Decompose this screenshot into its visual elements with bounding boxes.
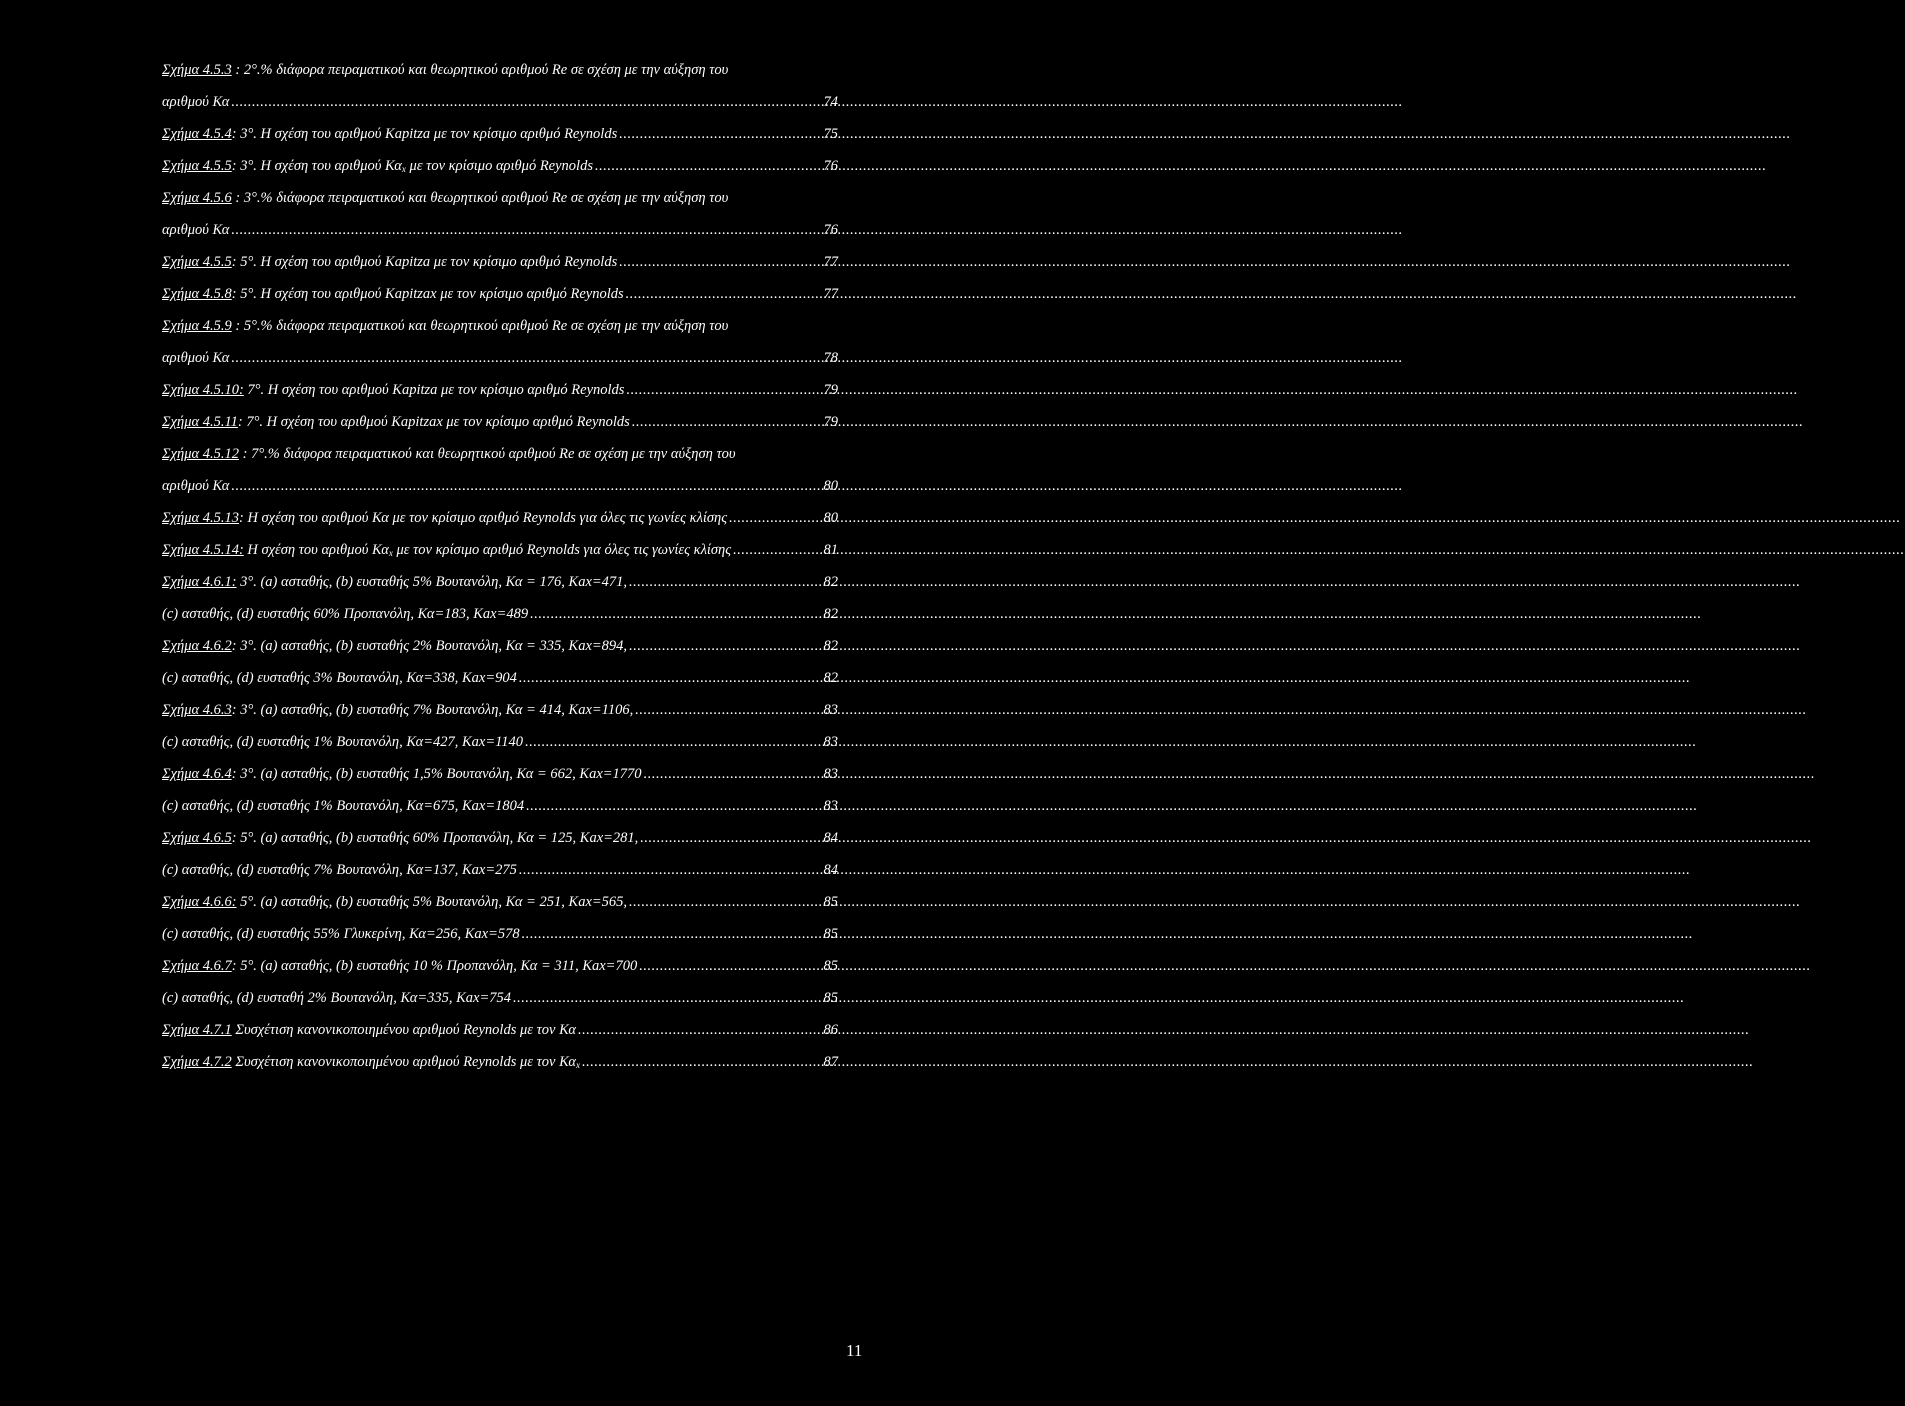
toc-entry-line <box>162 572 838 592</box>
toc-entry-line <box>162 316 838 336</box>
page-ref: 76 <box>823 158 838 174</box>
toc-entry-text <box>162 828 638 848</box>
toc-entry <box>162 316 838 368</box>
toc-entry-text <box>162 668 517 688</box>
toc-entry-text <box>162 700 633 720</box>
figure-label: Σχήμα 4.5.5 <box>162 158 232 174</box>
toc-entry <box>162 956 838 976</box>
figure-label: Σχήμα 4.6.6: <box>162 894 237 910</box>
toc-entry-text <box>162 444 736 464</box>
toc-entry-text <box>162 540 731 563</box>
page-ref: 83 <box>823 798 838 814</box>
page-ref: 85 <box>823 926 838 942</box>
figure-caption: (c) ασταθής, (d) ευσταθής 3% Βουτανόλη, Κα=338, Kax=904 <box>162 670 517 686</box>
figure-label: Σχήμα 4.5.4 <box>162 126 232 142</box>
toc-entry-text <box>162 604 528 624</box>
figure-caption: 3°. (a) ασταθής, (b) ευσταθής 5% Βουτανόλη, Κα = 176, Kax=471, <box>240 574 628 590</box>
figure-caption: 7°.% διάφορα πειραματικού και θεωρητικού αριθμού Re σε σχέση με την αύξηση του <box>251 446 736 462</box>
toc-entry-text <box>162 124 617 144</box>
toc-entry-text <box>162 508 727 528</box>
figure-caption: 3°. (a) ασταθής, (b) ευσταθής 7% Βουτανόλη, Κα = 414, Kax=1106, <box>240 702 634 718</box>
page-ref: 74 <box>823 94 838 110</box>
leader-dots <box>513 988 822 1008</box>
page-ref: 82 <box>823 638 838 654</box>
leader-dots <box>629 572 821 592</box>
leader-dots <box>231 348 821 368</box>
leader-dots <box>619 252 821 272</box>
label-separator: : <box>231 286 241 302</box>
toc-entry-continuation: αριθμού Κα <box>162 222 230 238</box>
toc-entry-line <box>162 60 838 80</box>
leader-dots <box>522 924 822 944</box>
figure-caption: Η σχέση του αριθμού Κα με τον κρίσιμο αριθμό Reynolds για όλες τις γωνίες κλίσης <box>247 510 728 526</box>
figure-caption: 5°. (a) ασταθής, (b) ευσταθής 5% Βουτανόλη, Κα = 251, Kax=565, <box>240 894 628 910</box>
toc-entry-text <box>162 764 642 784</box>
toc-entry <box>162 924 838 944</box>
toc-entry-text <box>162 252 617 272</box>
page-ref: 85 <box>823 958 838 974</box>
figure-caption: (c) ασταθής, (d) ευσταθής 7% Βουτανόλη, Κα=137, Kax=275 <box>162 862 517 878</box>
toc-entry <box>162 860 838 880</box>
leader-dots <box>629 636 821 656</box>
toc-entry-text <box>162 284 624 304</box>
toc-entry <box>162 508 838 528</box>
figure-label: Σχήμα 4.6.3 <box>162 702 232 718</box>
figure-caption: 5°. (a) ασταθής, (b) ευσταθής 10 % Προπανόλη, Κα = 311, Kax=700 <box>240 958 638 974</box>
toc-entry <box>162 540 838 560</box>
leader-dots <box>640 828 821 848</box>
toc-entry <box>162 796 838 816</box>
leader-dots <box>595 156 822 176</box>
toc-entry-line <box>162 860 838 880</box>
label-separator: : <box>231 126 241 142</box>
toc-entry-text <box>162 1052 580 1075</box>
figure-caption: Η σχέση του αριθμού Κα <box>247 542 389 558</box>
figure-label: Σχήμα 4.6.1: <box>162 574 237 590</box>
toc-entry-text <box>162 924 520 944</box>
figure-label: Σχήμα 4.6.5 <box>162 830 232 846</box>
toc-entry-line <box>162 764 838 784</box>
figure-caption: 3°. Η σχέση του αριθμού Kapitza με τον κρίσιμο αριθμό Reynolds <box>240 126 618 142</box>
toc-entry-line <box>162 988 838 1008</box>
leader-dots <box>729 508 821 528</box>
leader-dots <box>632 412 822 432</box>
label-separator: : <box>231 190 244 206</box>
toc-entry <box>162 700 838 720</box>
page-ref: 80 <box>823 510 838 526</box>
figure-label: Σχήμα 4.5.5 <box>162 254 232 270</box>
toc-entry-line <box>162 1052 838 1072</box>
label-separator: : <box>231 638 241 654</box>
toc-entry <box>162 284 838 304</box>
toc-entry-line <box>162 540 838 560</box>
label-separator: : <box>238 446 252 462</box>
figure-label: Σχήμα 4.5.3 <box>162 62 232 78</box>
figure-label: Σχήμα 4.5.13 <box>162 510 239 526</box>
toc-entry-text <box>162 156 593 179</box>
toc-entry-text <box>162 60 728 80</box>
subscript: x <box>575 1060 580 1070</box>
toc-entry-text <box>162 380 624 400</box>
leader-dots <box>639 956 821 976</box>
toc-entry-line <box>162 380 838 400</box>
toc-entry-text <box>162 412 630 432</box>
toc-entry-line <box>162 220 838 240</box>
toc-entry-line <box>162 508 838 528</box>
figure-label: Σχήμα 4.6.4 <box>162 766 232 782</box>
leader-dots <box>578 1020 822 1040</box>
toc-entry-text <box>162 572 627 592</box>
page-ref: 85 <box>823 990 838 1006</box>
label-separator: : <box>231 158 241 174</box>
figure-label: Σχήμα 4.7.2 <box>162 1054 232 1070</box>
toc-entry-text <box>162 796 524 816</box>
figure-caption-rest: με τον κρίσιμο αριθμό Reynolds για όλες τις γωνίες κλίσης <box>392 542 732 558</box>
page-ref: 79 <box>823 382 838 398</box>
page-ref: 85 <box>823 894 838 910</box>
toc-entry <box>162 572 838 592</box>
figure-label: Σχήμα 4.5.10: <box>162 382 244 398</box>
toc-entry-line <box>162 604 838 624</box>
page-ref: 84 <box>823 862 838 878</box>
toc-entry-text <box>162 1020 576 1040</box>
figure-label: Σχήμα 4.7.1 <box>162 1022 232 1038</box>
toc-entry-line <box>162 476 838 496</box>
figure-caption: 7°. Η σχέση του αριθμού Kapitza με τον κρίσιμο αριθμό Reynolds <box>247 382 625 398</box>
figure-label: Σχήμα 4.5.12 <box>162 446 239 462</box>
leader-dots <box>626 284 822 304</box>
page-ref: 76 <box>823 222 838 238</box>
figure-label: Σχήμα 4.5.9 <box>162 318 232 334</box>
figure-caption: 3°. Η σχέση του αριθμού Κα <box>240 158 402 174</box>
figure-label: Σχήμα 4.5.6 <box>162 190 232 206</box>
toc-entry-text <box>162 988 511 1008</box>
figure-caption: 5°. Η σχέση του αριθμού Kapitzax με τον κρίσιμο αριθμό Reynolds <box>240 286 624 302</box>
toc-entry-text <box>162 956 637 976</box>
leader-dots <box>733 540 821 560</box>
leader-dots <box>231 476 821 496</box>
label-separator: : <box>231 702 241 718</box>
leader-dots <box>582 1052 822 1072</box>
page-ref: 79 <box>823 414 838 430</box>
page-number: 11 <box>846 1341 863 1360</box>
toc-entry <box>162 124 838 144</box>
page-ref: 83 <box>823 766 838 782</box>
toc-entry <box>162 1052 838 1072</box>
page-ref: 82 <box>823 574 838 590</box>
page-ref: 82 <box>823 670 838 686</box>
leader-dots <box>635 700 821 720</box>
table-of-figures <box>162 60 838 1084</box>
page-ref: 83 <box>823 734 838 750</box>
figure-caption: (c) ασταθής, (d) ευσταθής 1% Βουτανόλη, Κα=675, Kax=1804 <box>162 798 525 814</box>
figure-label: Σχήμα 4.5.11 <box>162 414 238 430</box>
toc-entry-text <box>162 636 627 656</box>
toc-entry-continuation: αριθμού Κα <box>162 350 230 366</box>
figure-caption: (c) ασταθής, (d) ευσταθής 60% Προπανόλη, Κα=183, Kax=489 <box>162 606 529 622</box>
label-separator: : <box>238 510 248 526</box>
page-ref: 86 <box>823 1022 838 1038</box>
toc-entry-line <box>162 188 838 208</box>
toc-entry <box>162 636 838 656</box>
toc-entry <box>162 1020 838 1040</box>
toc-entry-line <box>162 700 838 720</box>
page-ref: 87 <box>823 1054 838 1070</box>
label-separator: : <box>231 766 241 782</box>
page-ref: 75 <box>823 126 838 142</box>
toc-entry <box>162 732 838 752</box>
toc-entry-line <box>162 124 838 144</box>
leader-dots <box>519 668 822 688</box>
toc-entry <box>162 828 838 848</box>
figure-caption: 3°.% διάφορα πειραματικού και θεωρητικού αριθμού Re σε σχέση με την αύξηση του <box>243 190 729 206</box>
figure-label: Σχήμα 4.6.2 <box>162 638 232 654</box>
page-ref: 78 <box>823 350 838 366</box>
page-ref: 77 <box>823 254 838 270</box>
figure-caption: 5°. (a) ασταθής, (b) ευσταθής 60% Προπανόλη, Κα = 125, Kax=281, <box>240 830 639 846</box>
toc-entry-line <box>162 732 838 752</box>
toc-entry <box>162 764 838 784</box>
toc-entry-line <box>162 284 838 304</box>
toc-entry-line <box>162 924 838 944</box>
toc-entry <box>162 604 838 624</box>
label-separator: : <box>231 830 241 846</box>
figure-caption: 7°. Η σχέση του αριθμού Kapitzax με τον κρίσιμο αριθμό Reynolds <box>246 414 630 430</box>
figure-caption: 5°.% διάφορα πειραματικού και θεωρητικού αριθμού Re σε σχέση με την αύξηση του <box>243 318 729 334</box>
toc-entry-line <box>162 636 838 656</box>
leader-dots <box>525 732 821 752</box>
page-ref: 77 <box>823 286 838 302</box>
page-ref: 81 <box>823 542 838 558</box>
page-ref: 84 <box>823 830 838 846</box>
toc-entry-continuation: αριθμού Κα <box>162 94 230 110</box>
leader-dots <box>526 796 821 816</box>
toc-entry-line <box>162 796 838 816</box>
toc-entry-line <box>162 348 838 368</box>
figure-caption: 3°. (a) ασταθής, (b) ευσταθής 2% Βουτανόλη, Κα = 335, Kax=894, <box>240 638 628 654</box>
toc-entry-line <box>162 412 838 432</box>
figure-caption: (c) ασταθής, (d) ευσταθή 2% Βουτανόλη, Κα=335, Kax=754 <box>162 990 511 1006</box>
toc-entry <box>162 60 838 112</box>
toc-entry <box>162 380 838 400</box>
toc-entry <box>162 156 838 176</box>
toc-entry-line <box>162 156 838 176</box>
figure-caption: Συσχέτιση κανονικοποιημένου αριθμού Reynolds με τον Κα <box>235 1022 576 1038</box>
toc-entry-text <box>162 732 523 752</box>
figure-caption: Συσχέτιση κανονικοποιημένου αριθμού Reynolds με τον Κα <box>235 1054 576 1070</box>
toc-entry <box>162 188 838 240</box>
label-separator: : <box>237 414 247 430</box>
leader-dots <box>231 220 821 240</box>
subscript: x <box>401 164 406 174</box>
leader-dots <box>231 92 821 112</box>
toc-entry-line <box>162 252 838 272</box>
label-separator: : <box>231 318 244 334</box>
label-separator: : <box>231 958 241 974</box>
toc-entry <box>162 668 838 688</box>
toc-entry-text <box>162 860 517 880</box>
toc-entry-text <box>162 892 627 912</box>
toc-entry-line <box>162 444 838 464</box>
label-separator: : <box>231 254 241 270</box>
toc-entry-continuation: αριθμού Κα <box>162 478 230 494</box>
toc-entry <box>162 892 838 912</box>
page-ref: 82 <box>823 606 838 622</box>
toc-entry <box>162 252 838 272</box>
leader-dots <box>626 380 821 400</box>
toc-entry <box>162 988 838 1008</box>
leader-dots <box>619 124 821 144</box>
toc-entry-line <box>162 1020 838 1040</box>
figure-caption-rest: με τον κρίσιμο αριθμό Reynolds <box>405 158 593 174</box>
figure-label: Σχήμα 4.6.7 <box>162 958 232 974</box>
label-separator: : <box>231 62 244 78</box>
figure-caption: 2°.% διάφορα πειραματικού και θεωρητικού αριθμού Re σε σχέση με την αύξηση του <box>243 62 729 78</box>
toc-entry-line <box>162 668 838 688</box>
toc-entry-line <box>162 92 838 112</box>
figure-label: Σχήμα 4.5.8 <box>162 286 232 302</box>
figure-caption: 3°. (a) ασταθής, (b) ευσταθής 1,5% Βουτανόλη, Κα = 662, Kax=1770 <box>240 766 642 782</box>
toc-entry-text <box>162 316 728 336</box>
figure-caption: 5°. Η σχέση του αριθμού Kapitza με τον κρίσιμο αριθμό Reynolds <box>240 254 618 270</box>
page-ref: 83 <box>823 702 838 718</box>
leader-dots <box>644 764 822 784</box>
figure-caption: (c) ασταθής, (d) ευσταθής 1% Βουτανόλη, Κα=427, Kax=1140 <box>162 734 524 750</box>
toc-entry-line <box>162 828 838 848</box>
toc-entry <box>162 444 838 496</box>
leader-dots <box>530 604 821 624</box>
subscript: x <box>388 548 393 558</box>
figure-caption: (c) ασταθής, (d) ευσταθής 55% Γλυκερίνη, Κα=256, Kax=578 <box>162 926 520 942</box>
toc-entry-text <box>162 188 728 208</box>
toc-entry-line <box>162 956 838 976</box>
toc-entry <box>162 412 838 432</box>
page-ref: 80 <box>823 478 838 494</box>
figure-label: Σχήμα 4.5.14: <box>162 542 244 558</box>
leader-dots <box>519 860 822 880</box>
toc-entry-line <box>162 892 838 912</box>
leader-dots <box>629 892 821 912</box>
